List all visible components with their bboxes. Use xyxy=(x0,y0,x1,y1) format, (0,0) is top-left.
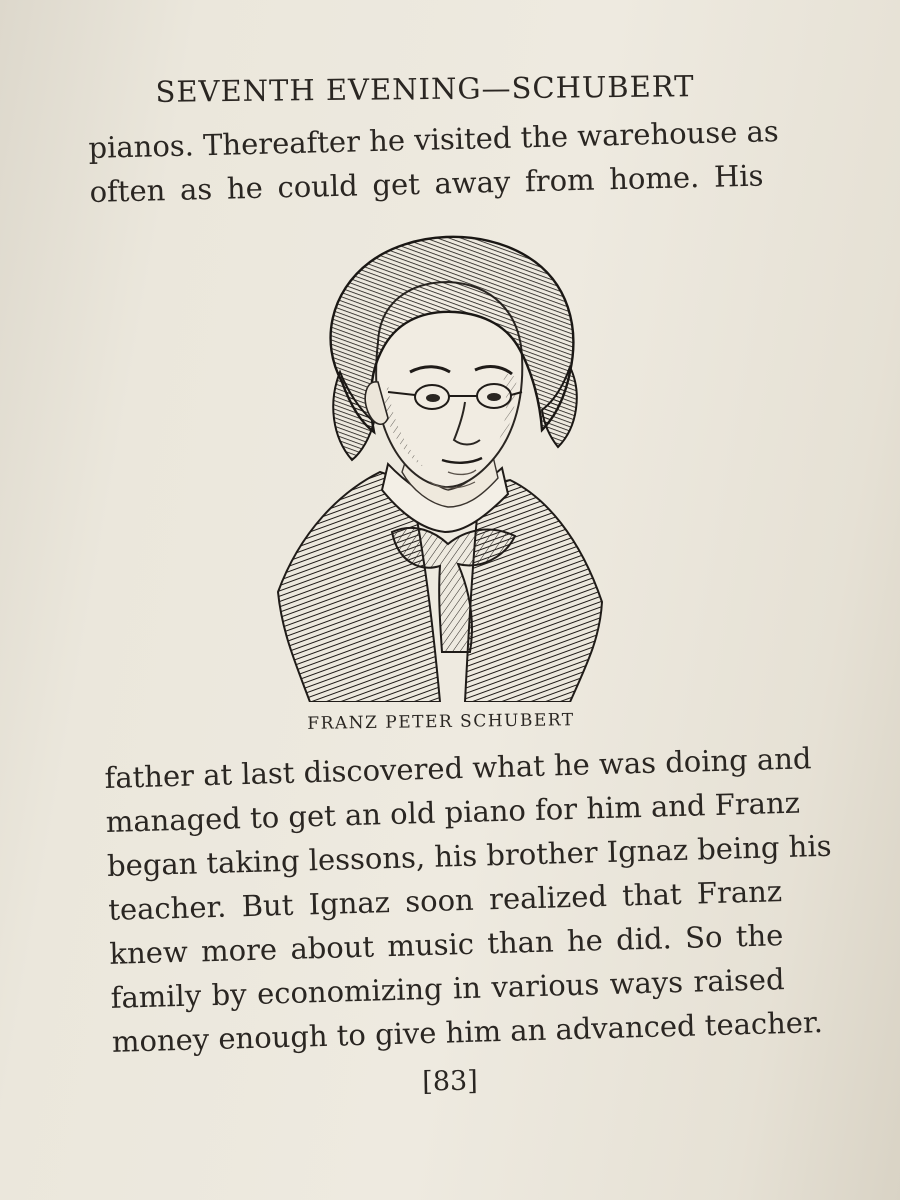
portrait-engraving xyxy=(270,232,610,702)
text-line: family by economizing in various ways raised xyxy=(110,962,785,1015)
text-line: money enough to give him an advanced teacher. xyxy=(111,1005,824,1059)
text-line: father at last discovered what he was doing and xyxy=(104,741,812,795)
text-line: began taking lessons, his brother Ignaz being his xyxy=(106,828,832,883)
text-line: often as he could get away from home. His xyxy=(89,158,764,209)
text-line: teacher. But Ignaz soon realized that Franz xyxy=(107,874,783,927)
page-number: [83] xyxy=(422,1065,478,1098)
text-line: pianos. Thereafter he visited the warehouse as xyxy=(88,114,780,165)
bottom-paragraph xyxy=(104,737,832,1064)
text-line: managed to get an old piano for him and Franz xyxy=(105,785,801,839)
text-line: knew more about music than he did. So the xyxy=(109,918,784,971)
running-head: SEVENTH EVENING—SCHUBERT xyxy=(155,69,695,109)
figure-caption: FRANZ PETER SCHUBERT xyxy=(307,710,575,734)
top-paragraph xyxy=(88,110,780,214)
